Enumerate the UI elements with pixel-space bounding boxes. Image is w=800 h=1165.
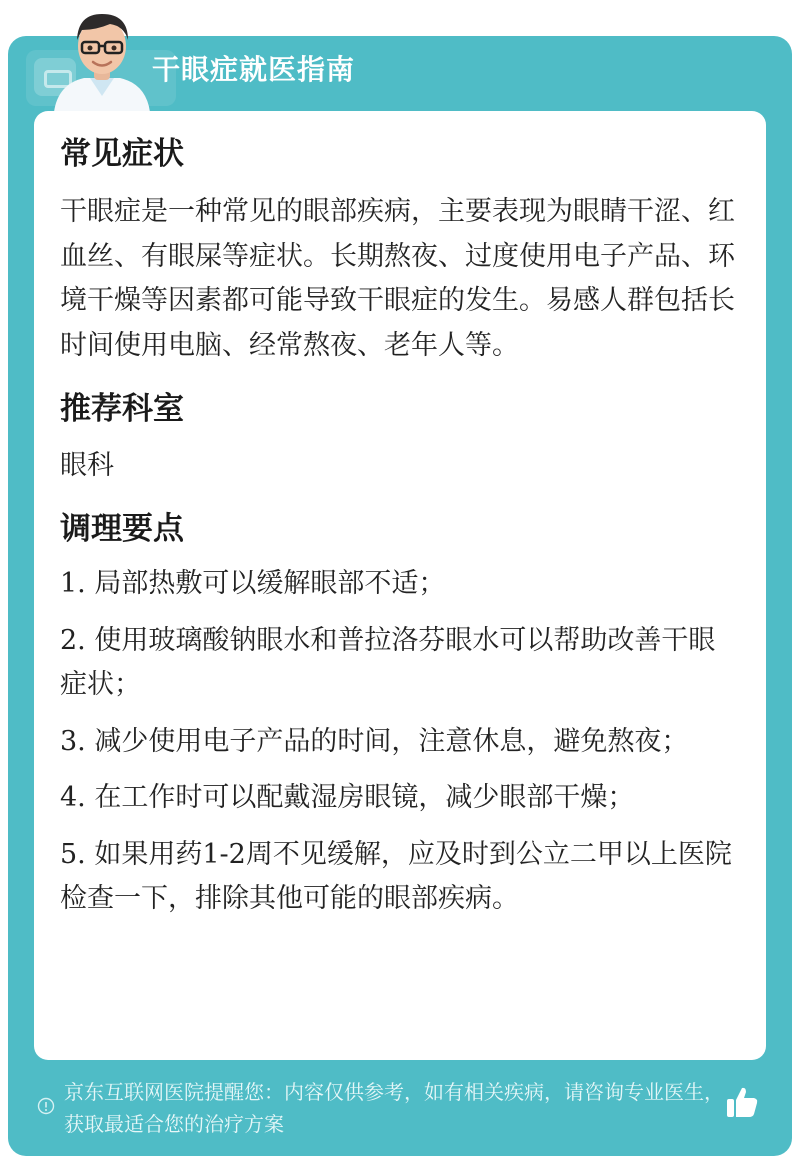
- care-item: [60, 720, 740, 765]
- content-card: [34, 111, 766, 1060]
- care-item-text-after: 周不见缓解，应及时到公立二甲以上医院检查一下，排除其他可能的眼部疾病。: [60, 838, 732, 914]
- info-icon: [37, 1097, 55, 1115]
- care-item-number: 3.: [60, 725, 86, 757]
- care-item-text: 在工作时可以配戴湿房眼镜，减少眼部干燥；: [94, 782, 635, 813]
- department-text: 眼科: [60, 450, 114, 481]
- page-title: 干眼症就医指南: [152, 53, 356, 86]
- care-item-text: 局部热敷可以缓解眼部不适；: [94, 568, 446, 599]
- footer-disclaimer: 京东互联网医院提醒您：内容仅供参考，如有相关疾病，请咨询专业医生，获取最适合您的治疗方案: [64, 1080, 724, 1136]
- care-item-number: 1.: [60, 568, 86, 599]
- section-title-care: 调理要点: [60, 511, 184, 547]
- section-title-symptoms: 常见症状: [60, 136, 184, 172]
- care-item-text: 减少使用电子产品的时间，注意休息，避免熬夜；: [94, 725, 689, 757]
- care-item-number: 5.: [60, 838, 86, 870]
- care-item: [60, 562, 740, 607]
- care-item-text: 使用玻璃酸钠眼水和普拉洛芬眼水可以帮助改善干眼症状；: [60, 624, 716, 700]
- care-item-number: 4.: [60, 782, 86, 813]
- care-item: [60, 833, 740, 922]
- symptoms-text: 干眼症是一种常见的眼部疾病，主要表现为眼睛干涩、红血丝、有眼屎等症状。长期熬夜、过度使用电子产品、环境干燥等因素都可能导致干眼症的发生。易感人群包括长时间使用电脑、经常熬夜、老年人等。: [60, 196, 735, 361]
- section-title-department: 推荐科室: [60, 391, 184, 427]
- thumbs-up-icon[interactable]: [722, 1082, 762, 1122]
- care-item: [60, 619, 740, 708]
- care-list: [60, 562, 740, 922]
- section-department: [60, 388, 740, 488]
- care-item-text-before: 如果用药: [94, 838, 203, 870]
- card-content: [60, 133, 740, 934]
- care-item-dose: 1-2: [202, 838, 246, 870]
- care-item-number: 2.: [60, 624, 86, 656]
- care-item: [60, 776, 740, 821]
- doctor-avatar-icon: [44, 4, 160, 112]
- section-care: [60, 508, 740, 922]
